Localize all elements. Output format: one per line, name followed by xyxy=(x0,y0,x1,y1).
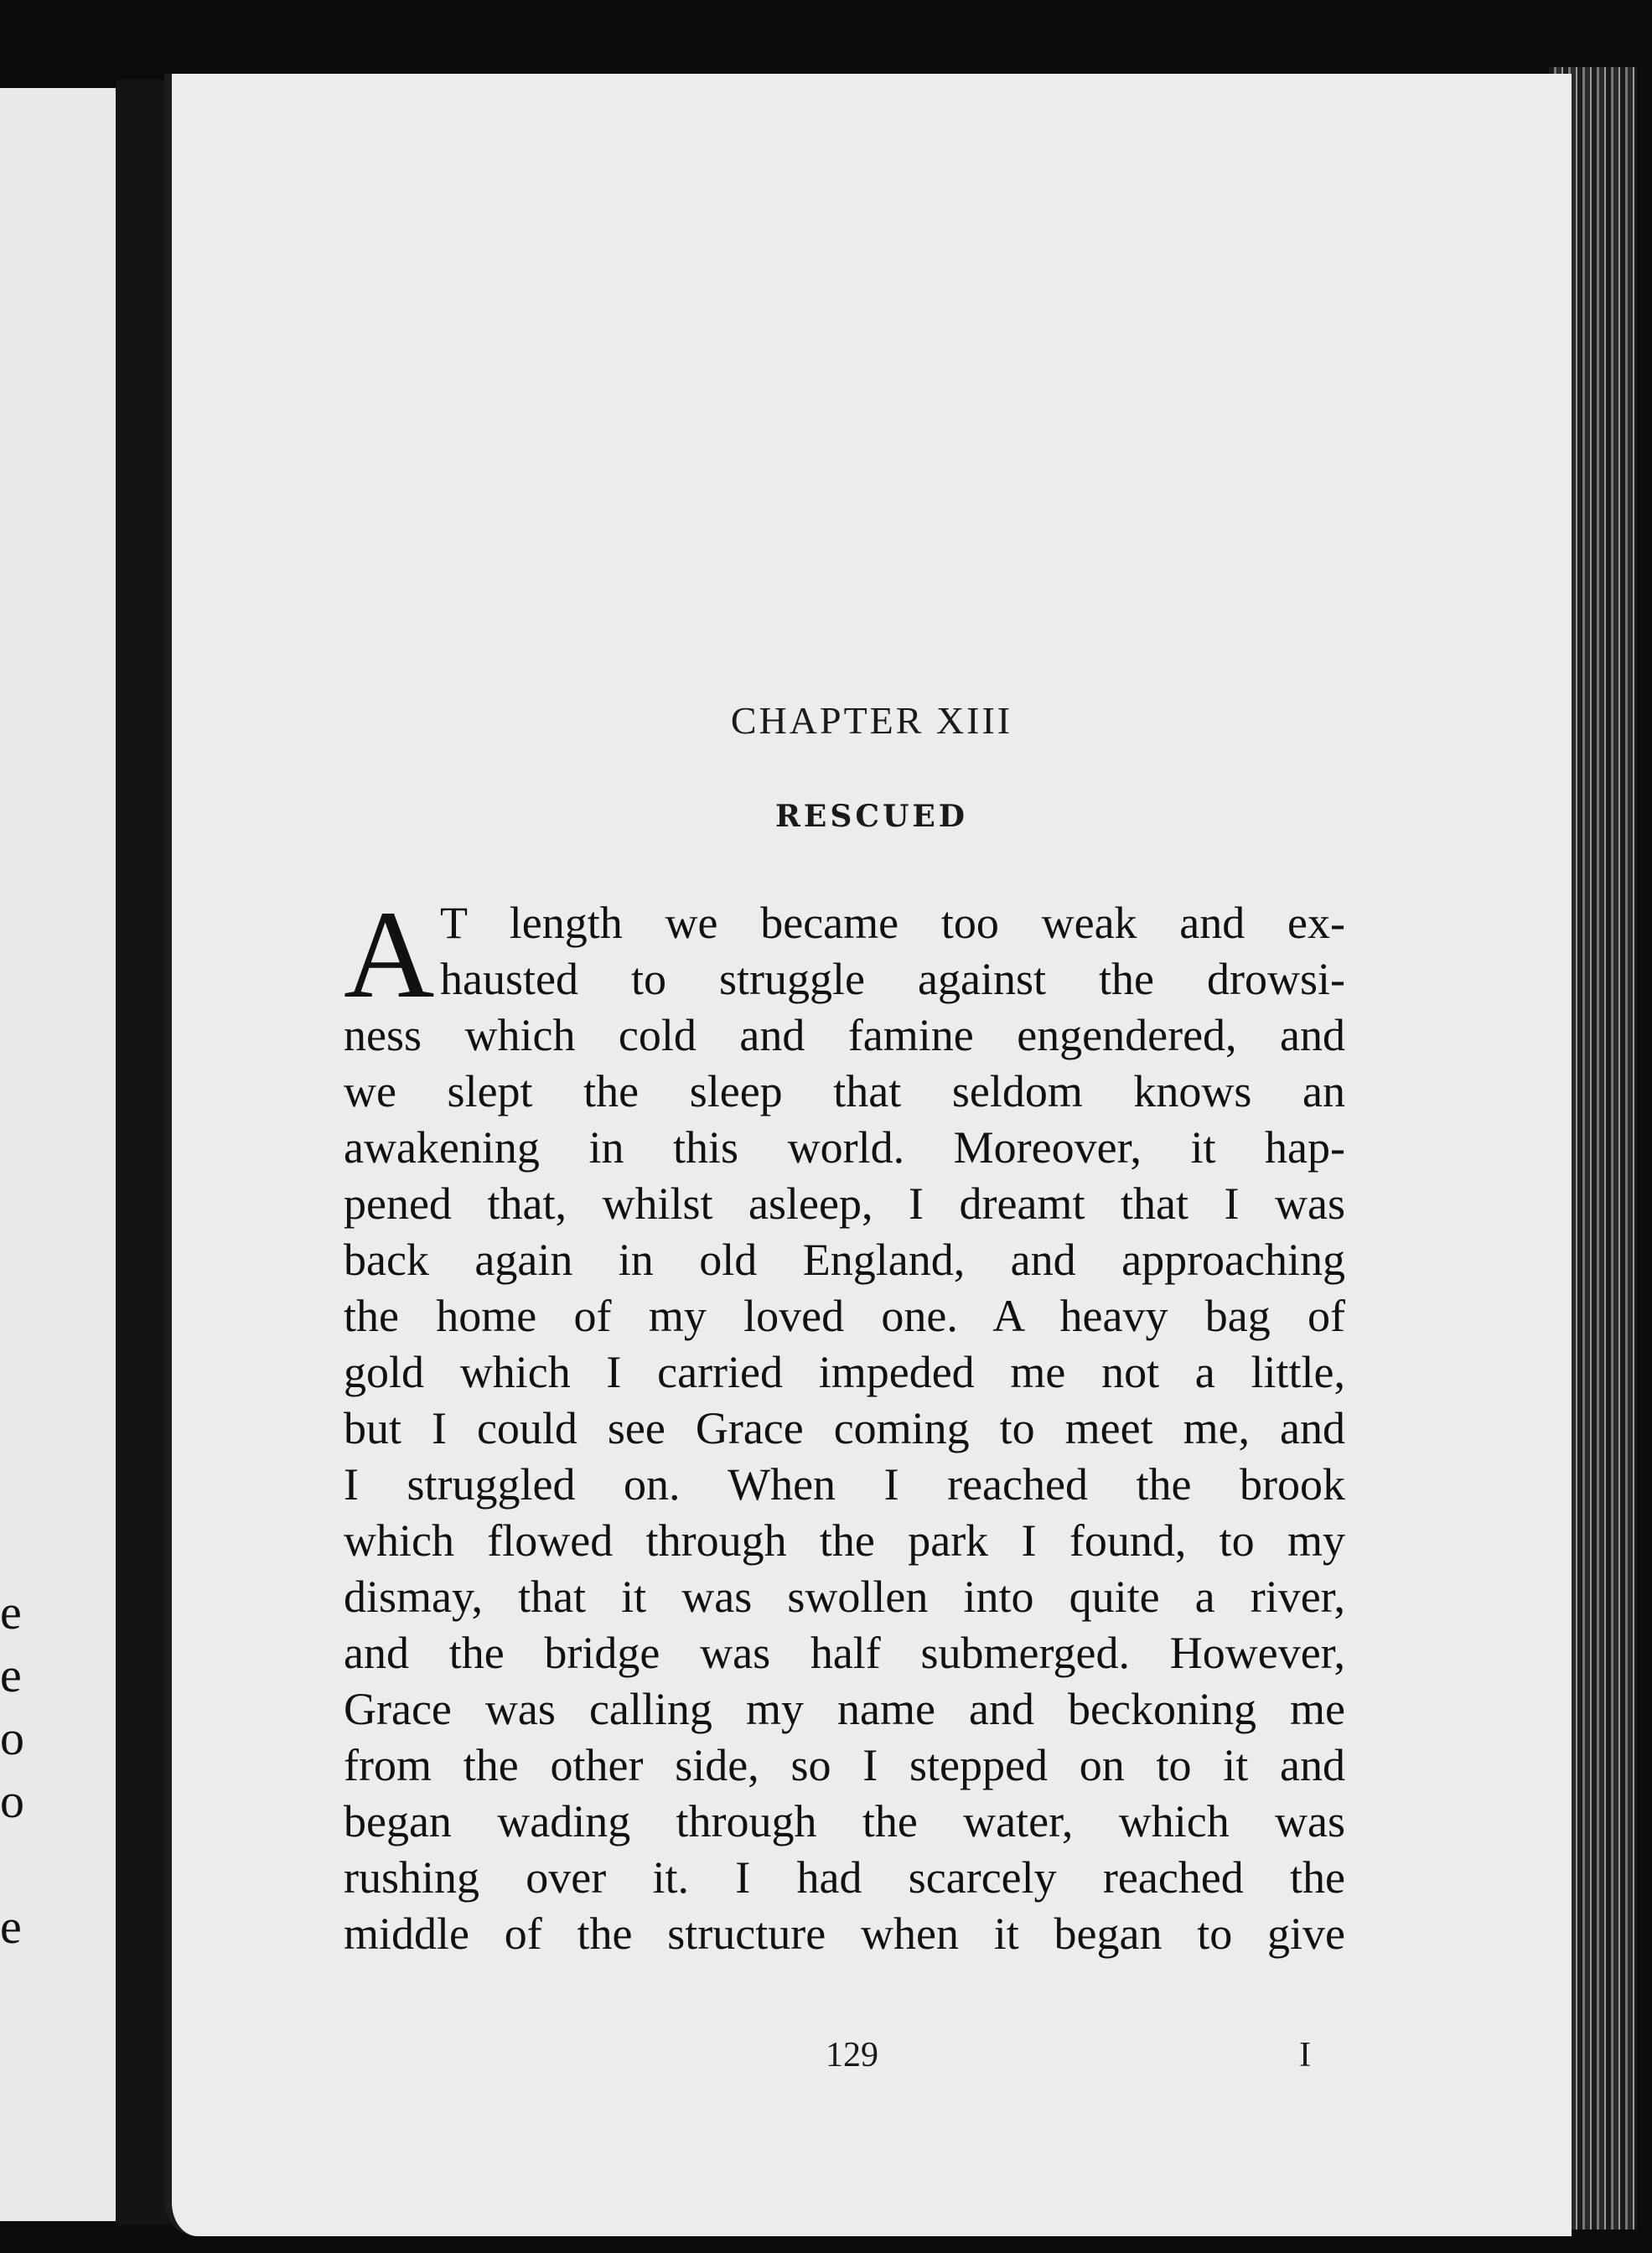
chapter-body xyxy=(344,885,1345,1962)
text-line: dismay, that it was swollen into quite a river, xyxy=(344,1572,1345,1622)
text-line: gold which I carried impeded me not a little, xyxy=(344,1347,1345,1397)
chapter-title: CHAPTER XIII xyxy=(730,699,1013,742)
text-line: ness which cold and famine engendered, and xyxy=(344,1010,1345,1060)
left-page-letter: e xyxy=(0,1648,22,1702)
text-line: rushing over it. I had scarcely reached the xyxy=(344,1852,1345,1903)
text-line: and the bridge was half submerged. However, xyxy=(344,1628,1345,1678)
text-line: the home of my loved one. A heavy bag of xyxy=(344,1291,1345,1341)
text-line: we slept the sleep that seldom knows an xyxy=(344,1066,1345,1116)
text-line: T length we became too weak and ex- xyxy=(440,898,1345,948)
signature-mark: I xyxy=(1299,2036,1311,2074)
book-page xyxy=(164,74,1572,2236)
text-line: pened that, whilst asleep, I dreamt that I was xyxy=(344,1178,1345,1229)
text-line: I struggled on. When I reached the brook xyxy=(344,1459,1345,1510)
left-page-letter: e xyxy=(0,1899,22,1954)
chapter-subtitle: RESCUED xyxy=(774,799,969,834)
text-line: which flowed through the park I found, to my xyxy=(344,1515,1345,1566)
left-page-letter: o xyxy=(0,1711,24,1765)
text-line: back again in old England, and approaching xyxy=(344,1235,1345,1285)
text-line: hausted to struggle against the drowsi- xyxy=(440,954,1345,1004)
text-line: Grace was calling my name and beckoning me xyxy=(344,1684,1345,1734)
text-line: from the other side, so I stepped on to it and xyxy=(344,1740,1345,1790)
left-page-letter: e xyxy=(0,1585,22,1639)
text-line: but I could see Grace coming to meet me, and xyxy=(344,1403,1345,1453)
left-page-letter: o xyxy=(0,1774,24,1828)
drop-cap: A xyxy=(344,885,435,1024)
page-number: 129 xyxy=(826,2036,878,2074)
text-line: awakening in this world. Moreover, it hap- xyxy=(344,1122,1345,1173)
text-line: middle of the structure when it began to give xyxy=(344,1909,1345,1959)
text-line: began wading through the water, which was xyxy=(344,1796,1345,1846)
left-adjacent-page xyxy=(0,88,121,2221)
